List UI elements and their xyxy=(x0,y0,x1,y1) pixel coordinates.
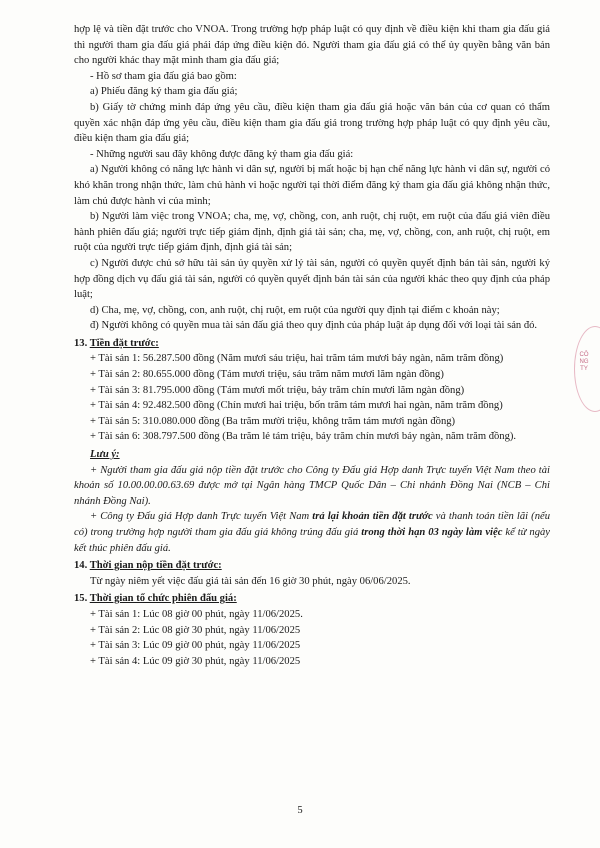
section-15-heading xyxy=(74,591,550,607)
paragraph-excluded-c: c) Người được chủ sở hữu tài sản ủy quyền xử lý tài sản, người có quyền quyết định bán tài sản, người ký hợp đồng dịch vụ đấu giá tài sản, người có quyền quyết định bán tài sản của người khác theo quy định của pháp luật; xyxy=(74,257,550,301)
note-refund-part-c: và thanh toán tiền lãi (nếu có) trong trường hợp người tham gia đấu giá không trúng đấu giá xyxy=(74,511,551,538)
note-refund-part-a: + Công ty Đấu giá Hợp danh Trực tuyến Việt Nam xyxy=(90,511,313,523)
deposit-item-4: + Tài sản 4: 92.482.500 đồng (Chín mươi hai triệu, bốn trăm tám mươi hai ngàn, năm trăm đồng) xyxy=(90,400,503,412)
section-15-title: Thời gian tổ chức phiên đấu giá: xyxy=(89,593,237,605)
note-refund-part-e: kể từ ngày kết thúc phiên đấu giá. xyxy=(74,527,551,554)
deposit-deadline: Từ ngày niêm yết việc đấu giá tài sản đến 16 giờ 30 phút, ngày 06/06/2025. xyxy=(90,575,411,587)
paragraph-dossier-b: b) Giấy tờ chứng minh đáp ứng yêu cầu, điều kiện tham gia đấu giá hoặc văn bản của cơ quan có thẩm quyền xác nhận đáp ứng yêu cầu, điều kiện tham gia đấu giá trong trường hợp pháp luật có quy định yêu cầu, điều kiện tham gia đấu giá; xyxy=(74,101,550,145)
seal-text: CÔNG TY xyxy=(579,352,589,372)
paragraph-intro: hợp lệ và tiền đặt trước cho VNOA. Trong trường hợp pháp luật có quy định về điều kiện khi tham gia đấu giá thì người tham gia đấu giá phải đáp ứng điều kiện đó. Người tham gia đấu giá có thể ủy quyền bằng văn bản cho người khác thay mặt mình tham gia đấu giá; xyxy=(74,24,550,67)
paragraph-excluded-d: d) Cha, mẹ, vợ, chồng, con, anh ruột, chị ruột, em ruột của người quy định tại điểm c khoản này; xyxy=(90,304,500,316)
auction-time-2: + Tài sản 2: Lúc 08 giờ 30 phút, ngày 11/06/2025 xyxy=(90,624,301,636)
note-refund-part-d: trong thời hạn 03 ngày làm việc xyxy=(361,527,503,538)
note-refund xyxy=(74,509,550,556)
page-number: 5 xyxy=(297,805,303,816)
auction-time-4: + Tài sản 4: Lúc 09 giờ 30 phút, ngày 11/06/2025 xyxy=(90,655,301,667)
auction-time-1: + Tài sản 1: Lúc 08 giờ 00 phút, ngày 11/06/2025. xyxy=(90,608,303,620)
deposit-item-5: + Tài sản 5: 310.080.000 đồng (Ba trăm mười triệu, không trăm tám mươi ngàn đồng) xyxy=(90,415,456,427)
paragraph-excluded-a: a) Người không có năng lực hành vi dân sự, người bị mất hoặc bị hạn chế năng lực hành vi dân sự, người có khó khăn trong nhận thức, làm chủ hành vi hoặc người tại thời điểm đăng ký tham gia đấu giá không nhận thức, làm chủ được hành vi của mình; xyxy=(74,164,550,207)
section-14-heading xyxy=(74,558,550,574)
deposit-item-6: + Tài sản 6: 308.797.500 đồng (Ba trăm lẻ tám triệu, bảy trăm chín mươi bảy ngàn, năm trăm đồng). xyxy=(90,431,517,443)
paragraph-excluded-dd: đ) Người không có quyền mua tài sản đấu giá theo quy định của pháp luật áp dụng đối với loại tài sản đó. xyxy=(90,320,538,332)
deposit-item-3: + Tài sản 3: 81.795.000 đồng (Tám mươi mốt triệu, bảy trăm chín mươi lăm ngàn đồng) xyxy=(90,384,465,396)
document-body xyxy=(74,22,550,669)
section-15-number: 15. xyxy=(74,593,88,605)
auction-time-3: + Tài sản 3: Lúc 09 giờ 00 phút, ngày 11/06/2025 xyxy=(90,640,301,652)
section-14-title: Thời gian nộp tiền đặt trước: xyxy=(89,560,222,572)
deposit-item-1: + Tài sản 1: 56.287.500 đồng (Năm mươi sáu triệu, hai trăm tám mươi bảy ngàn, năm trăm đồng) xyxy=(90,353,504,365)
note-title: Lưu ý: xyxy=(90,449,120,461)
paragraph-excluded: - Những người sau đây không được đăng ký tham gia đấu giá: xyxy=(90,148,354,160)
note-refund-part-b: trả lại khoản tiền đặt trước xyxy=(312,511,433,523)
paragraph-dossier-a: a) Phiếu đăng ký tham gia đấu giá; xyxy=(90,86,238,98)
deposit-item-2: + Tài sản 2: 80.655.000 đồng (Tám mươi triệu, sáu trăm năm mươi lăm ngàn đồng) xyxy=(90,369,444,381)
paragraph-dossier: - Hồ sơ tham gia đấu giá bao gồm: xyxy=(90,70,237,82)
section-13-title: Tiền đặt trước: xyxy=(89,337,159,349)
section-13-number: 13. xyxy=(74,337,88,349)
section-14-number: 14. xyxy=(74,560,88,572)
paragraph-excluded-b: b) Người làm việc trong VNOA; cha, mẹ, vợ, chồng, con, anh ruột, chị ruột, em ruột của đấu giá viên điều hành phiên đấu giá; người trực tiếp giám định, định giá tài sản; cha, mẹ, vợ, chồng, con, anh ruột, chị ruột, em ruột của người trực tiếp giám định, định giá tài sản; xyxy=(74,211,550,254)
section-13-heading xyxy=(74,336,550,352)
note-bank-account: + Người tham gia đấu giá nộp tiền đặt trước cho Công ty Đấu giá Hợp danh Trực tuyến Việt Nam theo tài khoản số 10.00.00.00.63.69 được mở tại Ngân hàng TMCP Quốc Dân – Chi nhánh Đồng Nai (NCB – Chi nhánh Đồng Nai). xyxy=(74,464,550,507)
